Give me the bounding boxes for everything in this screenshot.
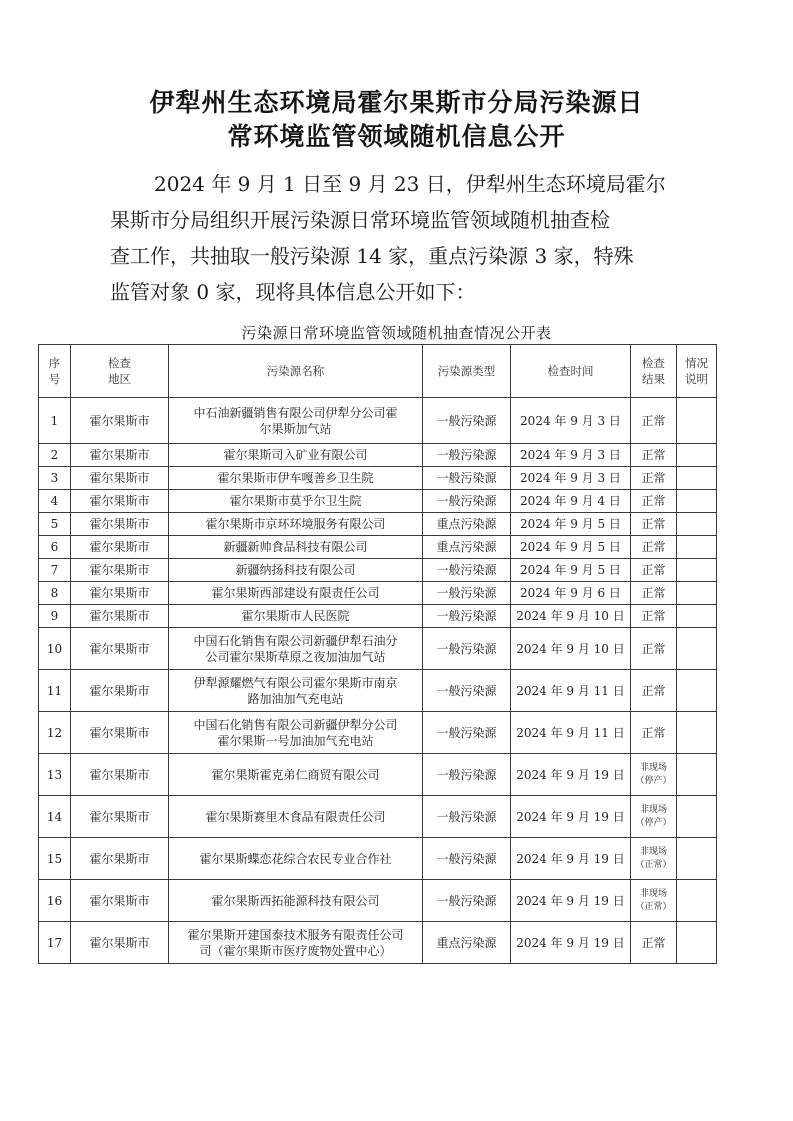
cell-seq: 15: [39, 838, 71, 880]
cell-name-line: 霍尔果斯开建国泰技术服务有限责任公司: [187, 927, 404, 942]
cell-result-line: 正常: [641, 586, 666, 600]
cell-area: 霍尔果斯市: [71, 444, 169, 467]
cell-result: [631, 796, 677, 838]
cell-seq: 5: [39, 513, 71, 536]
table-row: [39, 838, 717, 880]
cell-result-line: （停产）: [635, 775, 672, 786]
cell-seq: 6: [39, 536, 71, 559]
cell-area: 霍尔果斯市: [71, 628, 169, 670]
cell-result: [631, 712, 677, 754]
cell-note: [677, 582, 717, 605]
table-row: [39, 712, 717, 754]
cell-name: [169, 605, 423, 628]
cell-time: 2024 年 9 月 5 日: [511, 559, 631, 582]
cell-result-line: 正常: [641, 641, 666, 656]
cell-result-line: 正常: [641, 609, 666, 623]
cell-note: [677, 838, 717, 880]
header-result: 检查 结果: [631, 345, 677, 398]
intro-line: 果斯市分局组织开展污染源日常环境监管领域随机抽查检: [110, 208, 610, 232]
cell-name-line: 霍尔果斯霍克弟仁商贸有限公司: [211, 767, 380, 782]
cell-time: 2024 年 9 月 11 日: [511, 712, 631, 754]
cell-time: 2024 年 9 月 3 日: [511, 398, 631, 444]
cell-result: [631, 490, 677, 513]
cell-name-line: 霍尔果斯西部建设有限责任公司: [211, 586, 380, 600]
cell-name-line: 路加油加气充电站: [247, 691, 344, 706]
cell-result-line: 非现场: [639, 846, 667, 857]
cell-name-line: 霍尔果斯赛里木食品有限责任公司: [205, 809, 386, 824]
cell-note: [677, 628, 717, 670]
cell-type: 一般污染源: [423, 838, 511, 880]
cell-seq: 1: [39, 398, 71, 444]
cell-result-line: （停产）: [635, 817, 672, 828]
cell-area: 霍尔果斯市: [71, 559, 169, 582]
cell-name: [169, 559, 423, 582]
cell-type: 一般污染源: [423, 712, 511, 754]
cell-seq: 9: [39, 605, 71, 628]
cell-result: [631, 444, 677, 467]
cell-time: 2024 年 9 月 3 日: [511, 444, 631, 467]
cell-name-line: 中石油新疆销售有限公司伊犁分公司霍: [193, 405, 398, 420]
cell-name-line: 霍尔果斯市人民医院: [241, 609, 350, 623]
cell-area: 霍尔果斯市: [71, 513, 169, 536]
cell-area: 霍尔果斯市: [71, 712, 169, 754]
cell-seq: 4: [39, 490, 71, 513]
cell-name: [169, 582, 423, 605]
cell-seq: 3: [39, 467, 71, 490]
cell-type: 一般污染源: [423, 880, 511, 922]
cell-area: 霍尔果斯市: [71, 922, 169, 964]
cell-type: 一般污染源: [423, 670, 511, 712]
cell-name-line: 尔果斯加气站: [259, 421, 332, 436]
cell-time: 2024 年 9 月 5 日: [511, 536, 631, 559]
cell-name: [169, 398, 423, 444]
cell-type: 重点污染源: [423, 513, 511, 536]
cell-area: 霍尔果斯市: [71, 796, 169, 838]
cell-area: 霍尔果斯市: [71, 398, 169, 444]
cell-area: 霍尔果斯市: [71, 754, 169, 796]
cell-name-line: 新疆纳扬科技有限公司: [235, 563, 356, 577]
cell-result-line: （正常）: [635, 901, 672, 912]
cell-note: [677, 559, 717, 582]
cell-name: [169, 444, 423, 467]
cell-note: [677, 754, 717, 796]
cell-name: [169, 838, 423, 880]
cell-area: 霍尔果斯市: [71, 880, 169, 922]
cell-name-line: 霍尔果斯一号加油加气充电站: [217, 733, 374, 748]
cell-name: [169, 513, 423, 536]
cell-name-line: 中国石化销售有限公司新疆伊犁分公司: [193, 717, 398, 732]
intro-line: 2024 年 9 月 1 日至 9 月 23 日，伊犁州生态环境局霍尔: [154, 172, 666, 196]
cell-type: 一般污染源: [423, 628, 511, 670]
cell-area: 霍尔果斯市: [71, 838, 169, 880]
cell-result-line: 正常: [641, 725, 666, 740]
cell-seq: 16: [39, 880, 71, 922]
cell-area: 霍尔果斯市: [71, 490, 169, 513]
cell-result-line: 非现场: [639, 888, 667, 899]
cell-note: [677, 513, 717, 536]
cell-time: 2024 年 9 月 3 日: [511, 467, 631, 490]
cell-result-line: 正常: [641, 683, 666, 698]
cell-time: 2024 年 9 月 19 日: [511, 880, 631, 922]
cell-name: [169, 467, 423, 490]
cell-note: [677, 490, 717, 513]
cell-result: [631, 559, 677, 582]
cell-name: [169, 754, 423, 796]
cell-name-line: 霍尔果斯西拓能源科技有限公司: [211, 893, 380, 908]
cell-type: 一般污染源: [423, 605, 511, 628]
cell-seq: 7: [39, 559, 71, 582]
cell-name-line: 伊犁源耀燃气有限公司霍尔果斯市南京: [193, 675, 398, 690]
intro-line: 监管对象 0 家，现将具体信息公开如下：: [110, 280, 476, 304]
cell-result: [631, 838, 677, 880]
cell-type: 重点污染源: [423, 536, 511, 559]
header-seq: 序 号: [39, 345, 71, 398]
table-row: [39, 670, 717, 712]
cell-result-line: 正常: [641, 448, 666, 462]
cell-result-line: 正常: [641, 540, 666, 554]
cell-name: [169, 536, 423, 559]
cell-note: [677, 670, 717, 712]
cell-result: [631, 605, 677, 628]
cell-time: 2024 年 9 月 6 日: [511, 582, 631, 605]
table-row: [39, 490, 717, 513]
cell-result-line: （正常）: [635, 859, 672, 870]
cell-name-line: 霍尔果斯蝶恋花综合农民专业合作社: [199, 851, 392, 866]
cell-seq: 14: [39, 796, 71, 838]
cell-note: [677, 444, 717, 467]
cell-note: [677, 880, 717, 922]
cell-type: 一般污染源: [423, 490, 511, 513]
cell-note: [677, 605, 717, 628]
cell-area: 霍尔果斯市: [71, 670, 169, 712]
cell-seq: 13: [39, 754, 71, 796]
cell-note: [677, 796, 717, 838]
cell-result: [631, 513, 677, 536]
cell-result: [631, 582, 677, 605]
table-row: [39, 880, 717, 922]
cell-time: 2024 年 9 月 19 日: [511, 796, 631, 838]
cell-time: 2024 年 9 月 10 日: [511, 628, 631, 670]
inspection-table: [38, 344, 717, 964]
header-type: 污染源类型: [423, 345, 511, 398]
cell-result-line: 正常: [641, 494, 666, 508]
cell-type: 一般污染源: [423, 754, 511, 796]
cell-result-line: 正常: [641, 413, 666, 428]
cell-seq: 2: [39, 444, 71, 467]
cell-note: [677, 467, 717, 490]
cell-area: 霍尔果斯市: [71, 605, 169, 628]
cell-note: [677, 922, 717, 964]
table-row: [39, 605, 717, 628]
cell-type: 一般污染源: [423, 582, 511, 605]
table-header-row: [39, 345, 717, 398]
cell-result-line: 正常: [641, 517, 666, 531]
table-caption: 污染源日常环境监管领域随机抽查情况公开表: [241, 324, 552, 342]
cell-name-line: 霍尔果斯司入矿业有限公司: [223, 448, 368, 462]
cell-result-line: 正常: [641, 563, 666, 577]
cell-note: [677, 712, 717, 754]
cell-result: [631, 754, 677, 796]
cell-seq: 8: [39, 582, 71, 605]
cell-name-line: 司（霍尔果斯市医疗废物处置中心）: [199, 943, 392, 958]
table-row: [39, 513, 717, 536]
cell-name-line: 中国石化销售有限公司新疆伊犁石油分: [193, 633, 398, 648]
header-time: 检查时间: [511, 345, 631, 398]
cell-result-line: 正常: [641, 471, 666, 485]
cell-name: [169, 922, 423, 964]
intro-paragraph: [110, 166, 710, 310]
cell-seq: 12: [39, 712, 71, 754]
cell-time: 2024 年 9 月 19 日: [511, 922, 631, 964]
cell-result: [631, 628, 677, 670]
table-row: [39, 796, 717, 838]
cell-time: 2024 年 9 月 5 日: [511, 513, 631, 536]
cell-time: 2024 年 9 月 10 日: [511, 605, 631, 628]
cell-result-line: 非现场: [639, 804, 667, 815]
cell-note: [677, 536, 717, 559]
cell-name: [169, 880, 423, 922]
table-row: [39, 398, 717, 444]
cell-type: 一般污染源: [423, 444, 511, 467]
table-row: [39, 628, 717, 670]
cell-name: [169, 712, 423, 754]
cell-time: 2024 年 9 月 4 日: [511, 490, 631, 513]
cell-name: [169, 670, 423, 712]
cell-name: [169, 796, 423, 838]
table-row: [39, 582, 717, 605]
cell-result-line: 非现场: [639, 762, 667, 773]
table-row: [39, 922, 717, 964]
cell-area: 霍尔果斯市: [71, 582, 169, 605]
cell-type: 一般污染源: [423, 467, 511, 490]
cell-type: 一般污染源: [423, 796, 511, 838]
cell-result-line: 正常: [641, 935, 666, 950]
cell-name-line: 公司霍尔果斯草原之夜加油加气站: [205, 649, 386, 664]
cell-seq: 17: [39, 922, 71, 964]
cell-type: 一般污染源: [423, 559, 511, 582]
page-title-line-1: 伊犁州生态环境局霍尔果斯市分局污染源日: [149, 88, 644, 117]
table-row: [39, 444, 717, 467]
cell-area: 霍尔果斯市: [71, 536, 169, 559]
cell-area: 霍尔果斯市: [71, 467, 169, 490]
header-note: 情况 说明: [677, 345, 717, 398]
cell-type: 重点污染源: [423, 922, 511, 964]
cell-result: [631, 880, 677, 922]
table-row: [39, 536, 717, 559]
cell-name-line: 霍尔果斯市莫乎尔卫生院: [229, 494, 362, 508]
cell-time: 2024 年 9 月 19 日: [511, 838, 631, 880]
cell-result: [631, 670, 677, 712]
table-row: [39, 559, 717, 582]
table-row: [39, 467, 717, 490]
header-area: 检查 地区: [71, 345, 169, 398]
cell-name: [169, 490, 423, 513]
cell-name-line: 霍尔果斯市京环环境服务有限公司: [205, 517, 386, 531]
cell-time: 2024 年 9 月 11 日: [511, 670, 631, 712]
cell-name-line: 霍尔果斯市伊车嘎善乡卫生院: [217, 471, 374, 485]
cell-time: 2024 年 9 月 19 日: [511, 754, 631, 796]
intro-line: 查工作，共抽取一般污染源 14 家，重点污染源 3 家，特殊: [110, 244, 634, 268]
header-name: 污染源名称: [169, 345, 423, 398]
page-title-line-2: 常环境监管领域随机信息公开: [227, 122, 566, 151]
cell-name-line: 新疆新帅食品科技有限公司: [223, 540, 368, 554]
cell-name: [169, 628, 423, 670]
cell-result: [631, 398, 677, 444]
cell-seq: 11: [39, 670, 71, 712]
cell-seq: 10: [39, 628, 71, 670]
cell-note: [677, 398, 717, 444]
cell-result: [631, 536, 677, 559]
cell-result: [631, 922, 677, 964]
cell-result: [631, 467, 677, 490]
cell-type: 一般污染源: [423, 398, 511, 444]
table-row: [39, 754, 717, 796]
